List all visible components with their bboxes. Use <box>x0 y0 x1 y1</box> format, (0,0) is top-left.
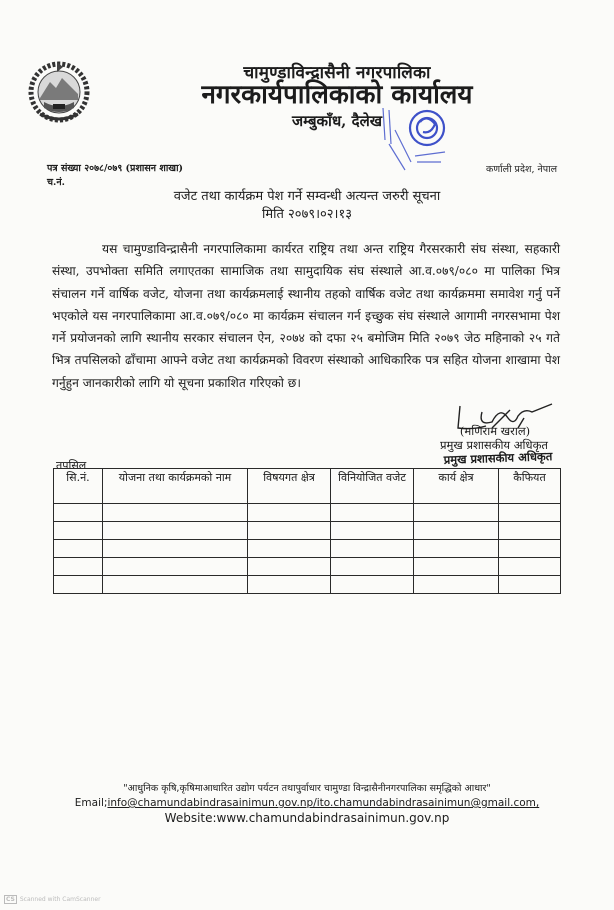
table-row <box>54 558 561 576</box>
province-label: कर्णाली प्रदेश, नेपाल <box>486 164 558 175</box>
notice-body <box>52 238 560 394</box>
table-cell <box>414 540 499 558</box>
table-cell <box>331 558 414 576</box>
table-cell <box>54 558 103 576</box>
letter-number: पत्र संख्या २०७८/०७९ (प्रशासन शाखा) <box>47 163 184 174</box>
schedule-label: तपसिल <box>56 459 87 472</box>
table-row <box>54 540 561 558</box>
table-cell <box>103 504 248 522</box>
table-cell <box>103 558 248 576</box>
table-cell <box>54 576 103 594</box>
table-row <box>54 522 561 540</box>
schedule-table <box>53 468 561 594</box>
letter-reference <box>47 162 183 190</box>
notice-body-text: यस चामुण्डाविन्द्रासैनी नगरपालिकामा कार्यरत राष्ट्रिय तथा अन्त राष्ट्रिय गैरसरकारी संघ संस्था, सहकारी संस्था, उपभोक्ता समिति लगाएतका सामाजिक तथा सामुदायिक संघ संस्थाले आ.व.०७९/०८० मा पालिका भित्र संचालन गर्ने वार्षिक वजेट, योजना तथा कार्यक्रमलाई स्थानीय तहको वार्षिक वजेट तथा कार्यक्रममा समावेश गर्नु पर्ने भएकोले यस नगरपालिकामा आ.व.०७९/०८० मा कार्यक्रम संचालन गर्न इच्छुक संघ संस्थाले आगामी नगरसभामा पेश गर्ने प्रयोजनको लागि स्थानीय सरकार संचालन ऐन, २०७४ को दफा २५ बमोजिम मिति २०७९ जेठ महिनाको २५ गते भित्र तपसिलको ढाँचामा आफ्ने वजेट तथा कार्यक्रमको विवरण संस्थाको आधिकारिक पत्र सहित योजना शाखामा पेश गर्नुहुन जानकारीको लागि यो सूचना प्रकाशित गरिएको छ। <box>52 242 560 390</box>
table-row <box>54 576 561 594</box>
column-header-program-name: योजना तथा कार्यक्रमको नाम <box>103 469 248 504</box>
footer-slogan: "आधुनिक कृषि,कृषिमाआधारित उद्योग पर्यटन तथापुर्वाधार चामुण्डा विन्द्रासैनीनगरपालिका समृद्धिको आधार" <box>123 783 491 794</box>
column-header-remarks: कैफियत <box>499 469 561 504</box>
column-header-sector: विषयगत क्षेत्र <box>248 469 331 504</box>
table-header-row <box>54 469 561 504</box>
notice-date: मिति २०७९।०२।१३ <box>262 207 352 222</box>
signatory-title: प्रमुख प्रशासकीय अधिकृत <box>440 438 548 452</box>
table-cell <box>54 540 103 558</box>
column-header-work-area: कार्य क्षेत्र <box>414 469 499 504</box>
table-cell <box>331 540 414 558</box>
office-location: जम्बुकाँध, दैलेख <box>291 112 383 130</box>
table-cell <box>103 522 248 540</box>
table-cell <box>499 540 561 558</box>
table-cell <box>103 540 248 558</box>
scanner-text: Scanned with CamScanner <box>19 896 101 903</box>
table-row <box>54 504 561 522</box>
municipality-name: चामुण्डाविन्द्रासैनी नगरपालिका <box>243 63 431 83</box>
table-cell <box>248 558 331 576</box>
camscanner-logo-icon: CS <box>6 896 15 903</box>
footer <box>0 781 614 825</box>
notice-heading <box>0 188 614 224</box>
office-name: नगरकार्यपालिकाको कार्यालय <box>201 80 473 110</box>
table-cell <box>248 522 331 540</box>
table-cell <box>248 504 331 522</box>
column-header-serial: सि.नं. <box>54 469 103 504</box>
notice-title: वजेट तथा कार्यक्रम पेश गर्ने सम्वन्धी अत्यन्त जरुरी सूचना <box>173 189 441 204</box>
table-cell <box>331 504 414 522</box>
dispatch-number: च.नं. <box>47 177 65 188</box>
table-cell <box>54 504 103 522</box>
table-cell <box>331 576 414 594</box>
email-label: Email; <box>74 797 108 809</box>
table-cell <box>499 558 561 576</box>
footer-email <box>0 797 614 809</box>
column-header-allocated-budget: विनियोजित वजेट <box>331 469 414 504</box>
table-cell <box>248 576 331 594</box>
table-cell <box>331 522 414 540</box>
table-cell <box>414 576 499 594</box>
table-cell <box>103 576 248 594</box>
table-cell <box>414 504 499 522</box>
table-cell <box>499 522 561 540</box>
email-link[interactable]: info@chamundabindrasainimun.gov.np/ito.chamundabindrasainimun@gmail.com, <box>107 797 540 809</box>
designation-seal: प्रमुख प्रशासकीय अधिकृत <box>443 449 553 467</box>
office-seal-stamp-icon <box>375 100 453 178</box>
scanner-watermark <box>4 895 101 904</box>
signatory-name: (मणिराम खराल) <box>459 424 531 438</box>
table-cell <box>54 522 103 540</box>
footer-website[interactable]: Website:www.chamundabindrasainimun.gov.np <box>164 811 450 825</box>
table-cell <box>414 522 499 540</box>
table-cell <box>499 576 561 594</box>
table-cell <box>414 558 499 576</box>
table-cell <box>499 504 561 522</box>
table-cell <box>248 540 331 558</box>
